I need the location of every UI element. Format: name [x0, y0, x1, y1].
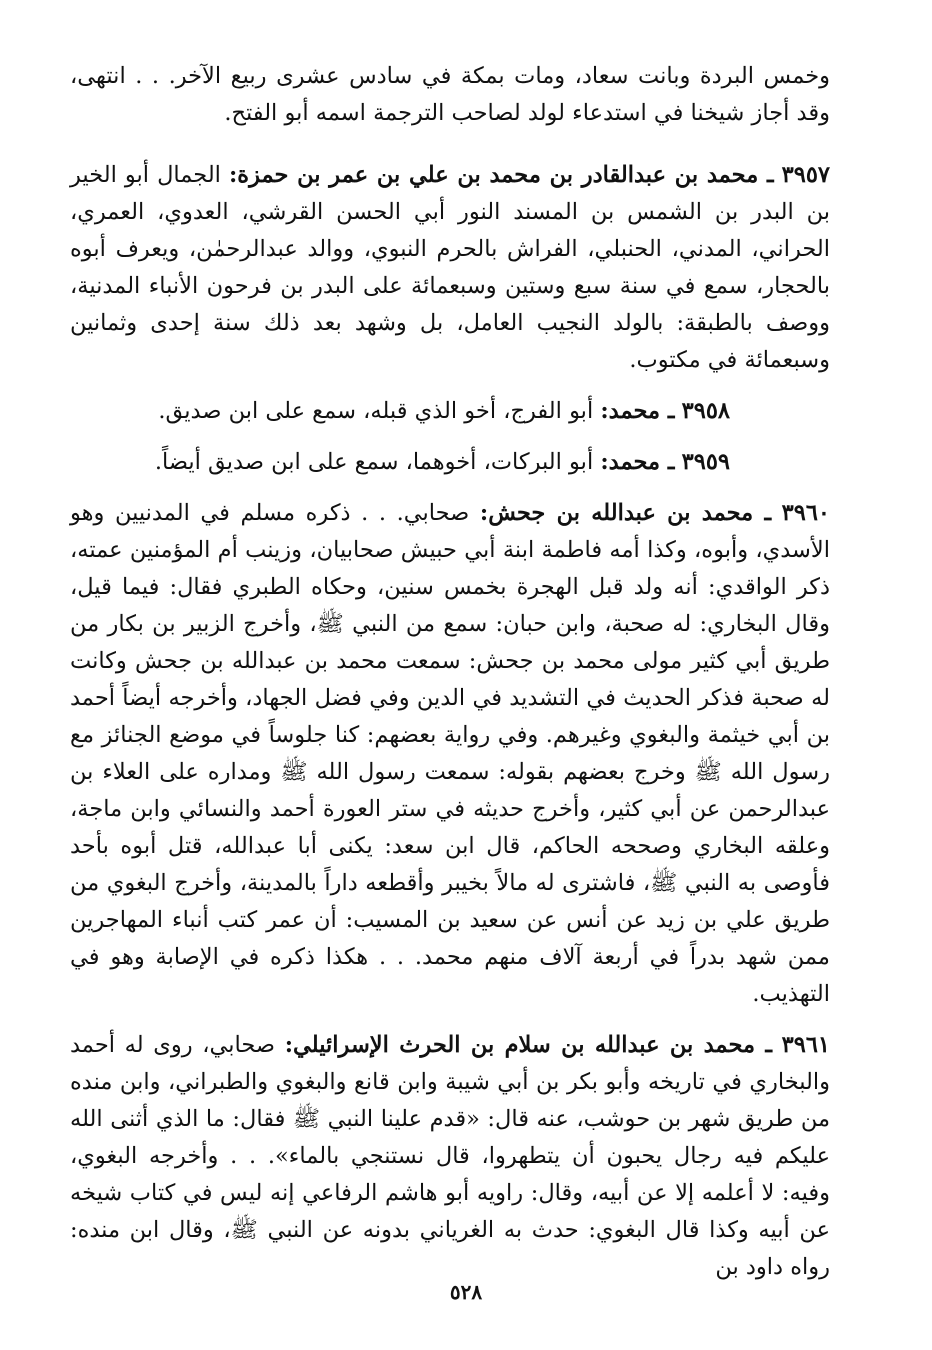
- entry-body: أبو الفرج، أخو الذي قبله، سمع على ابن صديق.: [158, 398, 594, 424]
- entry-3957: ٣٩٥٧ ـ محمد بن عبدالقادر بن محمد بن علي بن عمر بن حمزة: الجمال أبو الخير بن البدر بن الشمس بن المسند النور أبي الحسن القرشي، العدوي، العمري، الحراني، المدني، الحنبلي، الفراش بالحرم النبوي، ووالد عبدالرحمٰن، ويعرف أبوه بالحجار، سمع في سنة سبع وستين وسبعمائة على البدر بن فرحون الأنباء المدنية، ووصف بالطبقة: بالولد النجيب العامل، بل وشهد بعد ذلك سنة إحدى وثمانين وسبعمائة في مكتوب.: [70, 162, 831, 373]
- spacer: [70, 132, 830, 157]
- entry-heading: محمد بن عبدالله بن جحش:: [479, 500, 754, 526]
- spacer: [70, 1013, 830, 1027]
- entry-number: ٣٩٥٧: [781, 162, 831, 188]
- entry-body: الجمال أبو الخير بن البدر بن الشمس بن المسند النور أبي الحسن القرشي، العدوي، العمري، الحراني، المدني، الحنبلي، الفراش بالحرم النبوي، ووالد عبدالرحمٰن، ويعرف أبوه بالحجار، سمع في سنة سبع وستين وسبعمائة على البدر بن فرحون الأنباء المدنية، ووصف بالطبقة: بالولد النجيب العامل، بل وشهد بعد ذلك سنة إحدى وثمانين وسبعمائة في مكتوب.: [70, 162, 830, 373]
- entry-body: أبو البركات، أخوهما، سمع على ابن صديق أيضاً.: [154, 449, 594, 475]
- entry-heading: محمد بن عبدالله بن سلام بن الحرث الإسرائيلي:: [284, 1032, 756, 1058]
- entry-3961: ٣٩٦١ ـ محمد بن عبدالله بن سلام بن الحرث الإسرائيلي: صحابي، روى له أحمد والبخاري في تاريخه وأبو بكر بن أبي شيبة وابن قانع والبغوي والطبراني، وابن منده من طريق شهر بن حوشب، عنه قال: «قدم علينا النبي ﷺ فقال: ما الذي أثنى الله عليكم فيه رجال يحبون أن يتطهروا، قال نستنجي بالماء». . . وأخرجه البغوي، وفيه: لا أعلمه إلا عن أبيه، وقال: راويه أبو هاشم الرفاعي إنه ليس في كتاب شيخه عن أبيه وكذا قال البغوي: حدث به الغرياني بدونه عن النبي ﷺ، وقال ابن منده: رواه داود بن: [70, 1032, 830, 1280]
- entry-number: ٣٩٦٠: [781, 500, 830, 526]
- entry-body: صحابي. . . ذكره مسلم في المدنيين وهو الأسدي، وأبوه، وكذا أمه فاطمة ابنة أبي حبيش صحابيان، وزينب أم المؤمنين عمته، ذكر الواقدي: أنه ولد قبل الهجرة بخمس سنين، وحكاه الطبري فقال: فيما قيل، وقال البخاري: له صحبة، وابن حبان: سمع من النبي ﷺ، وأخرج الزبير بن بكار من طريق أبي كثير مولى محمد بن جحش: سمعت محمد بن عبدالله بن جحش وكانت له صحبة فذكر الحديث في التشديد في الدين وفي فضل الجهاد، وأخرجه أيضاً أحمد بن أبي خيثمة والبغوي وغيرهم. وفي رواية بعضهم: كنا جلوساً في موضع الجنائز مع رسول الله ﷺ وخرج بعضهم بقوله: سمعت رسول الله ﷺ ومداره على العلاء بن عبدالرحمن عن أبي كثير، وأخرج حديثه في ستر العورة أحمد والنسائي وابن ماجة، وعلقه البخاري وصححه الحاكم، قال ابن سعد: يكنى أبا عبدالله، قتل أبوه بأحد فأوصى به النبي ﷺ، فاشترى له مالاً بخيبر وأقطعه داراً بالمدينة، وأخرج البغوي من طريق علي بن زيد عن أنس عن سعيد بن المسيب: أن عمر كتب أنباء المهاجرين ممن شهد بدراً في أربعة آلاف منهم محمد. . . هكذا ذكره في الإصابة وهو في التهذيب.: [70, 500, 830, 1007]
- entry-3958: ٣٩٥٨ ـ محمد: أبو الفرج، أخو الذي قبله، سمع على ابن صديق.: [158, 398, 730, 424]
- spacer: [70, 430, 830, 444]
- entry-number: ٣٩٦١: [781, 1032, 830, 1058]
- page-number: ٥٢٨: [449, 1280, 483, 1304]
- entry-heading: محمد:: [600, 398, 661, 424]
- entry-3959: ٣٩٥٩ ـ محمد: أبو البركات، أخوهما، سمع على ابن صديق أيضاً.: [154, 449, 730, 475]
- paragraph-continuation: وخمس البردة وبانت سعاد، ومات بمكة في سادس عشرى ربيع الآخر. . . انتهى، وقد أجاز شيخنا في استدعاء لولد لصاحب الترجمة اسمه أبو الفتح.: [70, 63, 830, 126]
- page-body: [70, 58, 830, 1286]
- entry-number: ٣٩٥٨: [681, 398, 730, 424]
- entry-body: صحابي، روى له أحمد والبخاري في تاريخه وأبو بكر بن أبي شيبة وابن قانع والبغوي والطبراني، وابن منده من طريق شهر بن حوشب، عنه قال: «قدم علينا النبي ﷺ فقال: ما الذي أثنى الله عليكم فيه رجال يحبون أن يتطهروا، قال نستنجي بالماء». . . وأخرجه البغوي، وفيه: لا أعلمه إلا عن أبيه، وقال: راويه أبو هاشم الرفاعي إنه ليس في كتاب شيخه عن أبيه وكذا قال البغوي: حدث به الغرياني بدونه عن النبي ﷺ، وقال ابن منده: رواه داود بن: [70, 1032, 830, 1280]
- entry-number: ٣٩٥٩: [681, 449, 730, 475]
- spacer: [70, 481, 830, 495]
- entry-heading: محمد:: [600, 449, 661, 475]
- entry-3960: ٣٩٦٠ ـ محمد بن عبدالله بن جحش: صحابي. . . ذكره مسلم في المدنيين وهو الأسدي، وأبوه، وكذا أمه فاطمة ابنة أبي حبيش صحابيان، وزينب أم المؤمنين عمته، ذكر الواقدي: أنه ولد قبل الهجرة بخمس سنين، وحكاه الطبري فقال: فيما قيل، وقال البخاري: له صحبة، وابن حبان: سمع من النبي ﷺ، وأخرج الزبير بن بكار من طريق أبي كثير مولى محمد بن جحش: سمعت محمد بن عبدالله بن جحش وكانت له صحبة فذكر الحديث في التشديد في الدين وفي فضل الجهاد، وأخرجه أيضاً أحمد بن أبي خيثمة والبغوي وغيرهم. وفي رواية بعضهم: كنا جلوساً في موضع الجنائز مع رسول الله ﷺ وخرج بعضهم بقوله: سمعت رسول الله ﷺ ومداره على العلاء بن عبدالرحمن عن أبي كثير، وأخرج حديثه في ستر العورة أحمد والنسائي وابن ماجة، وعلقه البخاري وصححه الحاكم، قال ابن سعد: يكنى أبا عبدالله، قتل أبوه بأحد فأوصى به النبي ﷺ، فاشترى له مالاً بخيبر وأقطعه داراً بالمدينة، وأخرج البغوي من طريق علي بن زيد عن أنس عن سعيد بن المسيب: أن عمر كتب أنباء المهاجرين ممن شهد بدراً في أربعة آلاف منهم محمد. . . هكذا ذكره في الإصابة وهو في التهذيب.: [70, 500, 830, 1007]
- spacer: [70, 379, 830, 393]
- entry-heading: محمد بن عبدالقادر بن محمد بن علي بن عمر بن حمزة:: [229, 162, 759, 188]
